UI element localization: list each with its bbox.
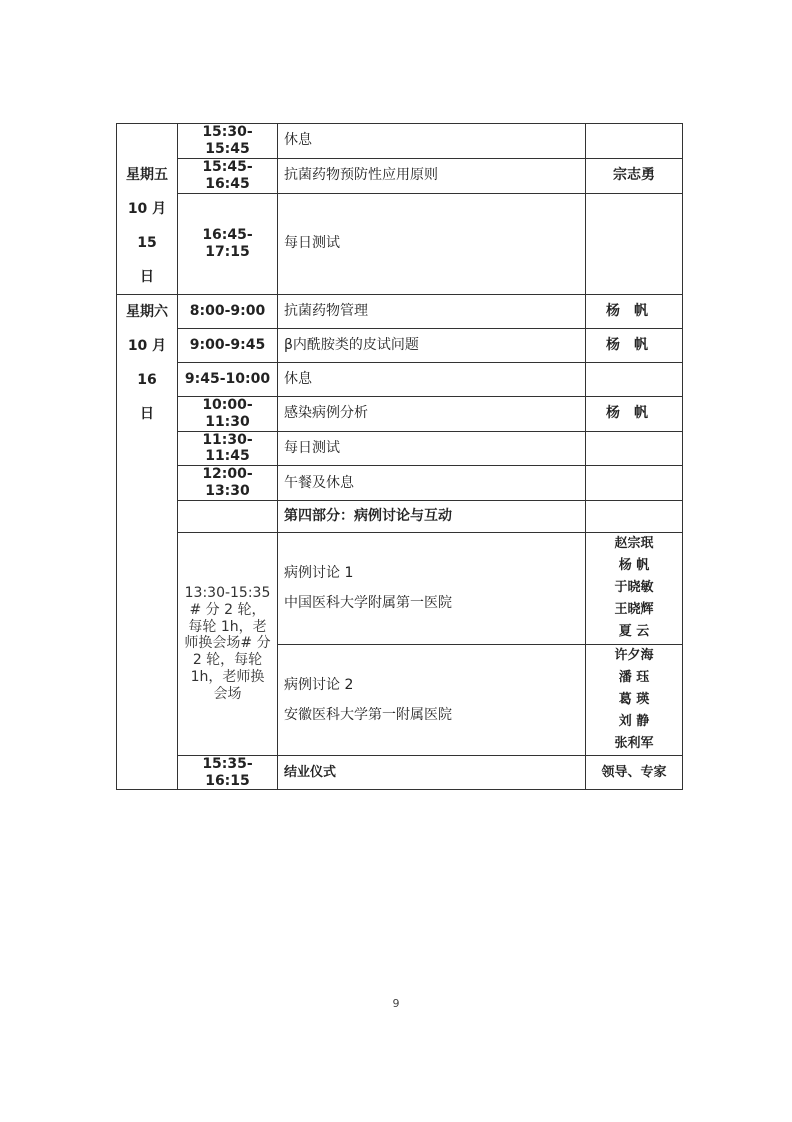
topic-cell: 感染病例分析	[278, 397, 586, 432]
table-row	[117, 755, 683, 790]
case-session-time-note: 13:30-15:35 # 分 2 轮，每轮 1h，老师换会场# 分 2 轮，每轮 1h，老师换会场	[178, 532, 278, 755]
expert-name: 许夕海	[614, 647, 654, 663]
expert-name: 潘 珏	[618, 669, 650, 685]
table-row	[117, 397, 683, 432]
topic-cell: 每日测试	[278, 193, 586, 295]
time-cell: 15:30-15:45	[178, 124, 278, 159]
table-row	[117, 329, 683, 363]
part-header: 第四部分：病例讨论与互动	[278, 500, 586, 532]
date-label: 10 月 16	[127, 338, 167, 388]
expert-name: 刘 静	[618, 713, 650, 729]
topic-cell: 每日测试	[278, 431, 586, 466]
table-row	[117, 124, 683, 159]
speaker-cell	[586, 193, 683, 295]
topic-cell: 抗菌药物预防性应用原则	[278, 158, 586, 193]
expert-name: 葛 瑛	[618, 691, 650, 707]
case-hospital: 中国医科大学附属第一医院	[284, 595, 452, 612]
expert-name: 杨 帆	[618, 558, 650, 574]
time-cell: 9:00-9:45	[178, 329, 278, 363]
speaker-cell	[586, 466, 683, 501]
case-title: 病例讨论 2	[284, 676, 354, 693]
date-suffix: 日	[140, 269, 154, 285]
time-cell: 9:45-10:00	[178, 363, 278, 397]
expert-name: 于晓敏	[614, 580, 654, 596]
table-row	[117, 431, 683, 466]
expert-list	[586, 644, 683, 755]
table-row	[117, 363, 683, 397]
expert-name: 王晓辉	[614, 602, 654, 618]
time-cell: 11:30-11:45	[178, 431, 278, 466]
topic-cell: 休息	[278, 124, 586, 159]
date-label: 10 月 15	[127, 201, 167, 251]
speaker-cell	[586, 500, 683, 532]
schedule-table	[116, 123, 683, 790]
table-row	[117, 532, 683, 644]
speaker-cell: 杨帆	[586, 397, 683, 432]
table-row	[117, 500, 683, 532]
case-topic-cell	[278, 644, 586, 755]
time-cell	[178, 500, 278, 532]
case-topic-cell	[278, 532, 586, 644]
expert-name: 张利军	[614, 735, 654, 751]
expert-name: 赵宗珉	[614, 536, 654, 552]
topic-cell: 结业仪式	[278, 755, 586, 790]
speaker-cell: 宗志勇	[586, 158, 683, 193]
date-suffix: 日	[140, 406, 154, 422]
topic-cell: β内酰胺类的皮试问题	[278, 329, 586, 363]
table-row	[117, 193, 683, 295]
day-label: 星期六	[126, 304, 168, 320]
table-row	[117, 295, 683, 329]
topic-cell: 休息	[278, 363, 586, 397]
time-cell: 8:00-9:00	[178, 295, 278, 329]
time-cell: 12:00-13:30	[178, 466, 278, 501]
day-cell-saturday	[117, 295, 178, 790]
table-row	[117, 466, 683, 501]
day-label: 星期五	[126, 167, 168, 183]
expert-list	[586, 532, 683, 644]
table-row	[117, 158, 683, 193]
day-cell-friday	[117, 124, 178, 295]
case-hospital: 安徽医科大学第一附属医院	[284, 706, 452, 723]
time-cell: 16:45-17:15	[178, 193, 278, 295]
speaker-cell	[586, 363, 683, 397]
page-number: 9	[392, 997, 400, 1010]
topic-cell: 午餐及休息	[278, 466, 586, 501]
time-cell: 15:45-16:45	[178, 158, 278, 193]
time-cell: 10:00-11:30	[178, 397, 278, 432]
speaker-cell: 杨帆	[586, 295, 683, 329]
speaker-cell: 领导、专家	[586, 755, 683, 790]
speaker-cell	[586, 431, 683, 466]
time-cell: 15:35-16:15	[178, 755, 278, 790]
speaker-cell	[586, 124, 683, 159]
case-title: 病例讨论 1	[284, 565, 354, 582]
expert-name: 夏 云	[618, 624, 650, 640]
speaker-cell: 杨帆	[586, 329, 683, 363]
topic-cell: 抗菌药物管理	[278, 295, 586, 329]
